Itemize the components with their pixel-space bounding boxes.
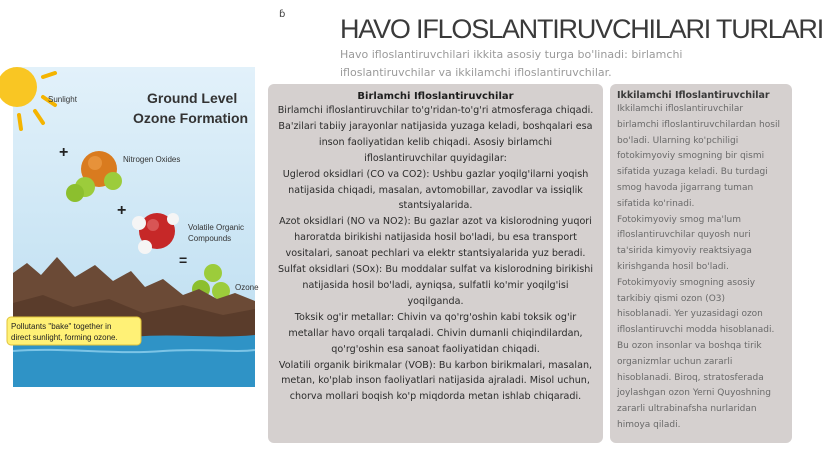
ozone-label: Ozone: [235, 283, 259, 292]
secondary-pollutants-title: Ikkilamchi Ifloslantiruvchilar: [617, 90, 770, 101]
voc-label-line2: Compounds: [188, 234, 232, 243]
primary-pollutants-title: Birlamchi Ifloslantiruvchilar: [357, 91, 514, 102]
diagram-heading-line2: Ozone Formation: [133, 110, 249, 126]
diagram-heading-line1: Ground Level: [147, 90, 238, 106]
primary-pollutants-body: [268, 102, 603, 405]
secondary-pollutants-body: [610, 101, 792, 434]
slide-subtitle: Havo ifloslantiruvchilari ikkita asosiy turga bo'linadi: birlamchi ifloslantiruvchilar va ikkilamchi ifloslantiruvchilar.: [340, 48, 683, 79]
voc-label-line1: Volatile Organic: [188, 223, 245, 232]
ozone-formation-illustration: [11, 67, 259, 387]
primary-paragraph: Volatili organik birikmalar (VOB): Bu karbon birikmalari, masalan, metan, ko'plab inson faoliyatlari natijasida ajraladi. Misol uchun, chorva mollari boqish ko'p miqdorda metan ishlab chiqaradi.: [278, 359, 593, 403]
ozone-diagram: [11, 67, 259, 387]
primary-paragraph: Toksik og'ir metallar: Chivin va qo'rg'oshin kabi toksik og'ir metallar havo orqali tarqaladi. Chivin dumanli chiqindilardan, qo'rg'oshin esa sanoat faoliyatidan chiqadi.: [288, 311, 583, 355]
secondary-pollutants-panel: [610, 84, 792, 443]
primary-pollutants-panel: [268, 84, 603, 443]
slide-title: HAVO IFLOSLANTIRUVCHILARI TURLARI: [340, 14, 823, 44]
secondary-paragraph: Fotokimyoviy smog ma'lum ifloslantiruvchilar quyosh nuri ta'sirida kimyoviy reaktsiyaga kirishganda hosil bo'ladi.: [617, 214, 752, 272]
corner-mark: ɓ: [279, 9, 286, 20]
secondary-paragraph: Fotokimyoviy smogning asosiy tarkibiy qismi ozon (O3) hisoblanadi. Yer yuzasidagi ozon ifloslantiruvchi modda hisoblanadi. Bu ozon insonlar va boshqa tirik organizmlar uchun zararli hisoblanadi. Biroq, stratosferada joylashgan ozon Yerni Quyoshning zararli ultrabinafsha nurlaridan himoya qiladi.: [617, 277, 775, 430]
caption-line2: direct sunlight, forming ozone.: [11, 333, 118, 342]
secondary-paragraph: Ikkilamchi ifloslantiruvchilar birlamchi ifloslantiruvchilardan hosil bo'ladi. Ularning ko'pchiligi fotokimyoviy smogning bir qismi sifatida yuzaga keladi. Bu turdagi smog havoda jigarrang tuman sifatida ko'rinadi.: [617, 104, 780, 209]
primary-paragraph: Sulfat oksidlari (SOx): Bu moddalar sulfat va kislorodning birikishi natijasida hosil bo'ladi, ayniqsa, sulfatli ko'mir yoqilg'isi yoqilganda.: [277, 264, 594, 307]
primary-paragraph: Azot oksidlari (NO va NO2): Bu gazlar azot va kislorodning yuqori haroratda birikishi natijasida hosil bo'ladi, bu esa transport vositalari, sanoat pechlari va elektr stantsiyalarida yuz beradi.: [279, 216, 592, 260]
equals-icon: =: [179, 252, 188, 268]
primary-paragraph: Birlamchi ifloslantiruvchilar to'g'ridan-to'g'ri atmosferaga chiqadi. Ba'zilari tabiiy jarayonlar natijasida yuzaga keladi, boshqalari esa inson faoliyatidan kelib chiqadi. Asosiy birlamchi ifloslantiruvchilar quyidagilar:: [277, 105, 594, 164]
nitrogen-oxides-label: Nitrogen Oxides: [123, 155, 181, 164]
plus-icon: +: [117, 202, 127, 219]
sunlight-label: Sunlight: [48, 95, 77, 104]
caption-line1: Pollutants "bake" together in: [11, 322, 112, 331]
plus-icon: +: [59, 144, 69, 161]
primary-paragraph: Uglerod oksidlari (CO va CO2): Ushbu gazlar yoqilg'ilarni yoqish natijasida chiqadi, masalan, avtomobillar, zavodlar va issiqlik stantsiyalarida.: [282, 168, 589, 212]
